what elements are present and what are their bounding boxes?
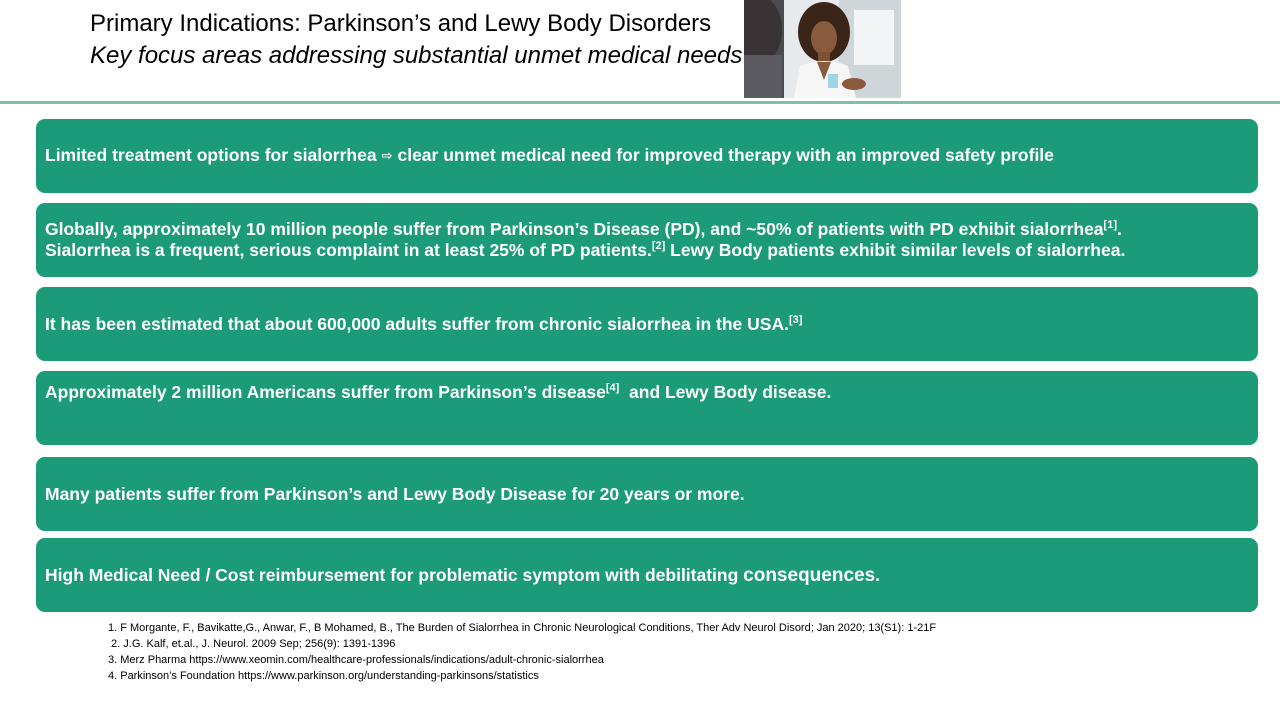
box-text: It has been estimated that about 600,000 adults suffer from chronic sialorrhea in the USA.[3] bbox=[45, 313, 803, 334]
reference-item: 3. Merz Pharma https://www.xeomin.com/healthcare-professionals/indications/adult-chronic-sialorrhea bbox=[108, 654, 604, 666]
reference-item: 1. F Morgante, F., Bavikatte,G., Anwar, F., B Mohamed, B., The Burden of Sialorrhea in Chronic Neurological Conditions, Ther Adv Neurol Disord; Jan 2020; 13(S1): 1-21F bbox=[108, 622, 937, 634]
box-text: Globally, approximately 10 million people suffer from Parkinson’s Disease (PD), and ~50% of patients with PD exhibit sialorrhea[1]. Sialorrhea is a frequent, serious complaint in at least 25% of PD patients.[2] Lewy Body patients exhibit similar levels of sialorrhea. bbox=[45, 219, 1126, 260]
reference-item: 2. J.G. Kalf, et.al., J. Neurol. 2009 Sep; 256(9): 1391-1396 bbox=[108, 638, 396, 650]
doctor-photo bbox=[744, 0, 901, 98]
citation: [4] bbox=[605, 382, 620, 395]
box-medical-need bbox=[36, 538, 1258, 612]
slide-title: Primary Indications: Parkinson’s and Lewy Body Disorders bbox=[90, 10, 712, 37]
box-duration bbox=[36, 457, 1258, 531]
citation: [1] bbox=[1103, 219, 1117, 232]
header-divider bbox=[0, 101, 1280, 104]
box-text: Many patients suffer from Parkinson’s and Lewy Body Disease for 20 years or more. bbox=[45, 483, 745, 504]
arrow-right-icon: ⇨ bbox=[381, 148, 393, 163]
box-treatment-options bbox=[36, 119, 1258, 193]
box-text: High Medical Need / Cost reimbursement for problematic symptom with debilitating consequences. bbox=[45, 564, 881, 586]
box-global-prevalence bbox=[36, 203, 1258, 277]
box-us-adults bbox=[36, 287, 1258, 361]
references-list bbox=[108, 620, 936, 684]
box-text: Approximately 2 million Americans suffer from Parkinson’s disease[4] and Lewy Body disease. bbox=[45, 382, 832, 402]
reference-item: 4. Parkinson’s Foundation https://www.parkinson.org/understanding-parkinsons/statistics bbox=[108, 670, 539, 682]
slide-subtitle: Key focus areas addressing substantial unmet medical needs bbox=[90, 42, 743, 69]
box-text: Limited treatment options for sialorrhea ⇨ clear unmet medical need for improved therapy with an improved safety profile bbox=[45, 145, 1054, 165]
citation: [2] bbox=[651, 240, 666, 253]
citation: [3] bbox=[788, 313, 803, 326]
box-americans bbox=[36, 371, 1258, 445]
